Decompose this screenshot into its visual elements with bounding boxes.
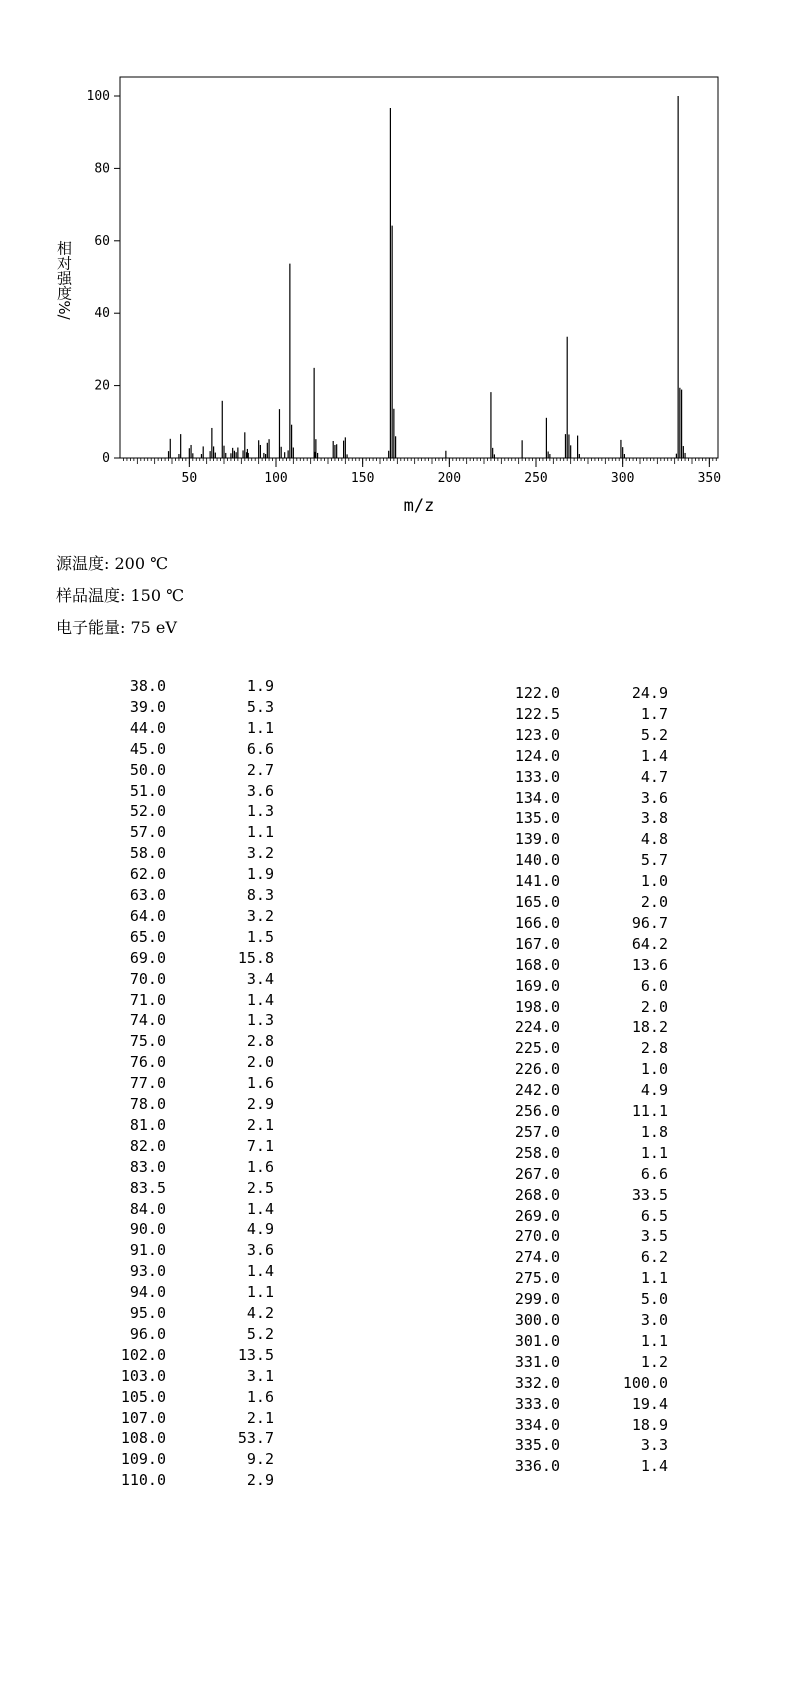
mz-value: 336.0	[514, 1457, 560, 1476]
mz-value: 225.0	[514, 1039, 560, 1058]
mz-value: 242.0	[514, 1081, 560, 1100]
mz-value: 300.0	[514, 1311, 560, 1329]
mz-value: 58.0	[129, 844, 166, 863]
x-tick-label: 150	[350, 471, 375, 486]
intensity-value: 3.2	[246, 906, 274, 925]
intensity-value: 5.7	[640, 851, 668, 870]
intensity-value: 6.5	[640, 1206, 668, 1225]
intensity-value: 1.9	[246, 865, 274, 884]
mz-value: 268.0	[514, 1185, 560, 1204]
intensity-value: 1.3	[246, 802, 274, 821]
intensity-value: 1.8	[640, 1122, 668, 1141]
intensity-value: 3.3	[640, 1436, 668, 1455]
intensity-value: 2.0	[246, 1053, 274, 1072]
intensity-value: 1.9	[246, 677, 274, 695]
mz-value: 70.0	[129, 969, 166, 988]
intensity-value: 9.2	[246, 1450, 274, 1469]
x-tick-label: 50	[181, 471, 198, 486]
intensity-value: 1.2	[640, 1352, 668, 1371]
mz-value: 165.0	[514, 893, 560, 911]
mz-value: 133.0	[514, 767, 560, 786]
mz-value: 333.0	[514, 1394, 560, 1413]
intensity-value: 13.6	[631, 955, 668, 974]
source-temperature: 源温度: 200 ℃	[56, 554, 169, 573]
intensity-value: 2.7	[246, 760, 274, 779]
y-tick-label: 20	[94, 378, 110, 394]
mz-value: 141.0	[514, 872, 560, 891]
intensity-value: 19.4	[631, 1394, 668, 1413]
mz-value: 140.0	[514, 851, 560, 870]
mz-value: 224.0	[514, 1018, 560, 1037]
intensity-value: 3.8	[640, 809, 668, 828]
x-tick-label: 350	[697, 471, 722, 486]
intensity-value: 1.6	[246, 1157, 274, 1176]
y-tick-label: 40	[94, 306, 110, 322]
mass-spectrum-chart	[0, 0, 794, 530]
intensity-value: 1.0	[640, 1060, 668, 1079]
intensity-value: 1.4	[246, 1199, 274, 1218]
y-tick-label: 100	[86, 89, 110, 104]
intensity-value: 3.0	[640, 1311, 668, 1329]
mz-value: 134.0	[514, 788, 560, 807]
mz-value: 331.0	[514, 1352, 560, 1371]
mz-value: 93.0	[129, 1262, 166, 1281]
y-axis-ticks	[87, 89, 120, 466]
intensity-value: 4.9	[640, 1081, 668, 1100]
plot-frame	[120, 77, 718, 458]
mz-value: 256.0	[514, 1102, 560, 1120]
mz-value: 124.0	[514, 746, 560, 765]
mz-value: 103.0	[120, 1366, 166, 1385]
mz-value: 275.0	[514, 1269, 560, 1288]
intensity-value: 96.7	[631, 913, 668, 932]
intensity-value: 3.1	[246, 1366, 274, 1385]
mz-value: 74.0	[129, 1011, 166, 1030]
y-tick-label: 60	[94, 233, 110, 249]
intensity-value: 3.6	[640, 788, 668, 807]
mz-value: 109.0	[120, 1450, 166, 1469]
electron-energy: 电子能量: 75 eV	[56, 618, 177, 637]
intensity-value: 2.5	[246, 1178, 274, 1197]
intensity-value: 18.2	[631, 1018, 668, 1037]
intensity-value: 4.7	[640, 767, 668, 786]
mz-value: 102.0	[120, 1345, 166, 1364]
mz-value: 270.0	[514, 1227, 560, 1246]
mz-value: 274.0	[514, 1248, 560, 1267]
mz-value: 90.0	[129, 1220, 166, 1239]
mz-value: 77.0	[129, 1074, 166, 1093]
intensity-value: 4.8	[640, 830, 668, 849]
spectrum-peaks	[169, 96, 686, 458]
mz-value: 83.5	[129, 1178, 166, 1197]
mz-value: 76.0	[129, 1053, 166, 1072]
mz-value: 139.0	[514, 830, 560, 849]
mz-value: 168.0	[514, 955, 560, 974]
x-tick-label: 200	[437, 471, 462, 486]
intensity-value: 100.0	[622, 1373, 668, 1392]
intensity-value: 1.1	[246, 823, 274, 842]
mz-value: 65.0	[129, 927, 166, 946]
intensity-value: 53.7	[237, 1429, 274, 1448]
mz-value: 105.0	[120, 1387, 166, 1406]
mz-value: 110.0	[120, 1471, 166, 1490]
mz-value: 299.0	[514, 1290, 560, 1309]
intensity-value: 2.9	[246, 1471, 274, 1490]
intensity-value: 6.0	[640, 976, 668, 995]
intensity-value: 4.2	[246, 1304, 274, 1322]
mz-value: 52.0	[129, 802, 166, 821]
intensity-value: 24.9	[631, 684, 668, 702]
mz-value: 167.0	[514, 934, 560, 953]
intensity-value: 1.1	[246, 1283, 274, 1302]
intensity-value: 2.1	[246, 1408, 274, 1427]
intensity-value: 33.5	[631, 1185, 668, 1204]
mz-value: 301.0	[514, 1331, 560, 1350]
intensity-value: 5.3	[246, 697, 274, 716]
intensity-value: 2.8	[246, 1032, 274, 1051]
intensity-value: 1.1	[640, 1269, 668, 1288]
intensity-value: 11.1	[631, 1102, 668, 1120]
intensity-value: 2.1	[246, 1115, 274, 1134]
intensity-value: 6.2	[640, 1248, 668, 1267]
intensity-value: 3.4	[246, 969, 274, 988]
x-axis-label: m/z	[403, 496, 435, 516]
mz-value: 69.0	[129, 948, 166, 967]
intensity-value: 8.3	[246, 886, 274, 904]
intensity-value: 7.1	[246, 1136, 274, 1155]
y-tick-label: 80	[94, 161, 110, 177]
y-axis-label: 相对强度%/	[55, 240, 73, 320]
mz-value: 75.0	[129, 1032, 166, 1051]
mz-value: 122.5	[514, 704, 560, 723]
mz-value: 108.0	[120, 1429, 166, 1448]
intensity-value: 1.3	[246, 1011, 274, 1030]
x-tick-label: 100	[264, 471, 288, 486]
mz-value: 39.0	[129, 697, 166, 716]
mz-value: 258.0	[514, 1143, 560, 1162]
intensity-value: 1.6	[246, 1074, 274, 1093]
mz-value: 50.0	[129, 760, 166, 779]
intensity-value: 3.6	[246, 781, 274, 800]
mz-value: 83.0	[129, 1157, 166, 1176]
intensity-value: 1.1	[246, 718, 274, 737]
acquisition-parameters	[56, 548, 184, 644]
intensity-value: 2.9	[246, 1095, 274, 1113]
mz-value: 335.0	[514, 1436, 560, 1455]
mz-value: 332.0	[514, 1373, 560, 1392]
intensity-value: 3.2	[246, 844, 274, 863]
intensity-value: 1.4	[640, 746, 668, 765]
intensity-value: 1.1	[640, 1143, 668, 1162]
intensity-value: 4.9	[246, 1220, 274, 1239]
mz-value: 84.0	[129, 1199, 166, 1218]
intensity-value: 1.1	[640, 1331, 668, 1350]
intensity-value: 5.2	[246, 1324, 274, 1343]
x-tick-label: 300	[610, 471, 635, 486]
intensity-value: 3.5	[640, 1227, 668, 1246]
mz-value: 81.0	[129, 1115, 166, 1134]
mz-value: 123.0	[514, 725, 560, 744]
mz-value: 57.0	[129, 823, 166, 842]
intensity-value: 18.9	[631, 1415, 668, 1434]
x-minor-ticks	[123, 458, 716, 464]
sample-temperature: 样品温度: 150 ℃	[56, 586, 185, 605]
mz-value: 64.0	[129, 906, 166, 925]
intensity-value: 2.0	[640, 893, 668, 911]
intensity-value: 13.5	[237, 1345, 274, 1364]
intensity-value: 15.8	[237, 948, 274, 967]
mz-value: 96.0	[129, 1324, 166, 1343]
mz-value: 135.0	[514, 809, 560, 828]
intensity-value: 6.6	[246, 739, 274, 758]
mz-value: 63.0	[129, 886, 166, 904]
mz-value: 45.0	[129, 739, 166, 758]
mz-value: 71.0	[129, 990, 166, 1009]
mz-value: 51.0	[129, 781, 166, 800]
y-tick-label: 0	[102, 451, 110, 466]
intensity-value: 3.6	[246, 1241, 274, 1260]
mz-value: 62.0	[129, 865, 166, 884]
mz-value: 107.0	[120, 1408, 166, 1427]
intensity-value: 64.2	[631, 934, 668, 953]
mz-value: 44.0	[129, 718, 166, 737]
mz-value: 95.0	[129, 1304, 166, 1322]
mz-value: 122.0	[514, 684, 560, 702]
intensity-value: 1.4	[640, 1457, 668, 1476]
mz-value: 78.0	[129, 1095, 166, 1113]
mz-value: 94.0	[129, 1283, 166, 1302]
mz-value: 267.0	[514, 1164, 560, 1183]
mz-value: 169.0	[514, 976, 560, 995]
intensity-value: 5.0	[640, 1290, 668, 1309]
intensity-value: 1.7	[640, 704, 668, 723]
mz-value: 226.0	[514, 1060, 560, 1079]
mz-value: 198.0	[514, 997, 560, 1016]
x-tick-label: 250	[524, 471, 548, 486]
mz-value: 334.0	[514, 1415, 560, 1434]
mz-value: 38.0	[129, 677, 166, 695]
intensity-value: 2.0	[640, 997, 668, 1016]
mz-value: 82.0	[129, 1136, 166, 1155]
intensity-value: 1.6	[246, 1387, 274, 1406]
mz-value: 91.0	[129, 1241, 166, 1260]
mz-value: 257.0	[514, 1122, 560, 1141]
intensity-value: 6.6	[640, 1164, 668, 1183]
mz-value: 269.0	[514, 1206, 560, 1225]
intensity-value: 5.2	[640, 725, 668, 744]
intensity-value: 1.4	[246, 990, 274, 1009]
intensity-value: 2.8	[640, 1039, 668, 1058]
intensity-value: 1.5	[246, 927, 274, 946]
intensity-value: 1.4	[246, 1262, 274, 1281]
mz-value: 166.0	[514, 913, 560, 932]
intensity-value: 1.0	[640, 872, 668, 891]
